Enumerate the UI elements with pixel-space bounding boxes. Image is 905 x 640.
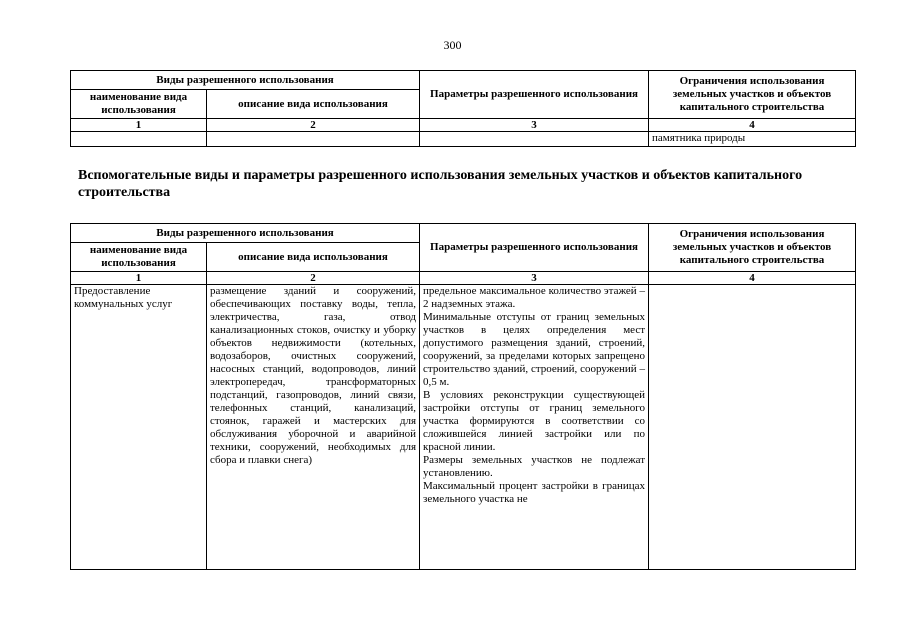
column-number-4: 4 <box>649 272 856 285</box>
t1-cell-name <box>71 132 207 147</box>
auxiliary-use-table <box>70 223 856 570</box>
parameter-paragraph: Минимальные отступы от границ земельных участков в целях определения мест допустимого размещения зданий, строений, сооружений, за пределами которых запрещено строительство зданий, строений, сооружений – 0,5 м. <box>423 311 646 388</box>
parameter-paragraph: В условиях реконструкции существующей застройки отступы от границ земельного участка формируются в соответствии со сложившейся линией застройки или по красной линии. <box>423 389 646 453</box>
t2-cell-name: Предоставление коммунальных услуг <box>71 285 207 570</box>
column-number-1: 1 <box>71 119 207 132</box>
column-number-1: 1 <box>71 272 207 285</box>
parameter-paragraph: Максимальный процент застройки в границах земельного участка не <box>423 480 646 505</box>
t1-cell-parameters <box>420 132 649 147</box>
header-restrictions: Ограничения использования земельных участков и объектов капитального строительства <box>649 71 856 119</box>
t1-cell-restrictions: памятника природы <box>649 132 856 147</box>
column-number-2: 2 <box>207 272 420 285</box>
header-use-description: описание вида использования <box>207 243 420 272</box>
t1-cell-description <box>207 132 420 147</box>
header-group-title: Виды разрешенного использования <box>71 224 420 243</box>
column-number-2: 2 <box>207 119 420 132</box>
section-title: Вспомогательные виды и параметры разрешенного использования земельных участков и объектов капитального строительства <box>78 168 803 200</box>
page-number: 300 <box>443 38 462 52</box>
column-number-3: 3 <box>420 272 649 285</box>
t2-cell-description: размещение зданий и сооружений, обеспечивающих поставку воды, тепла, электричества, газа, отвод канализационных стоков, очистку и уборку объектов недвижимости (котельных, водозаборов, очистных сооружений, насосных станций, водопроводов, линий электропередач, трансформаторных подстанций, газопроводов, линий связи, телефонных станций, канализаций, стоянок, гаражей и мастерских для обслуживания уборочной и аварийной техники, сооружений, необходимых для сбора и плавки снега) <box>207 285 420 570</box>
header-use-name: наименование вида использования <box>71 243 207 272</box>
t2-cell-parameters <box>420 285 649 570</box>
column-number-4: 4 <box>649 119 856 132</box>
permitted-use-table-continued <box>70 70 856 147</box>
parameter-paragraph: предельное максимальное количество этажей – 2 надземных этажа. <box>423 285 646 310</box>
header-parameters: Параметры разрешенного использования <box>420 224 649 272</box>
parameter-paragraph: Размеры земельных участков не подлежат установлению. <box>423 454 646 479</box>
header-restrictions: Ограничения использования земельных участков и объектов капитального строительства <box>649 224 856 272</box>
header-group-title: Виды разрешенного использования <box>71 71 420 90</box>
header-use-name: наименование вида использования <box>71 90 207 119</box>
t2-cell-restrictions <box>649 285 856 570</box>
header-parameters: Параметры разрешенного использования <box>420 71 649 119</box>
header-use-description: описание вида использования <box>207 90 420 119</box>
column-number-3: 3 <box>420 119 649 132</box>
